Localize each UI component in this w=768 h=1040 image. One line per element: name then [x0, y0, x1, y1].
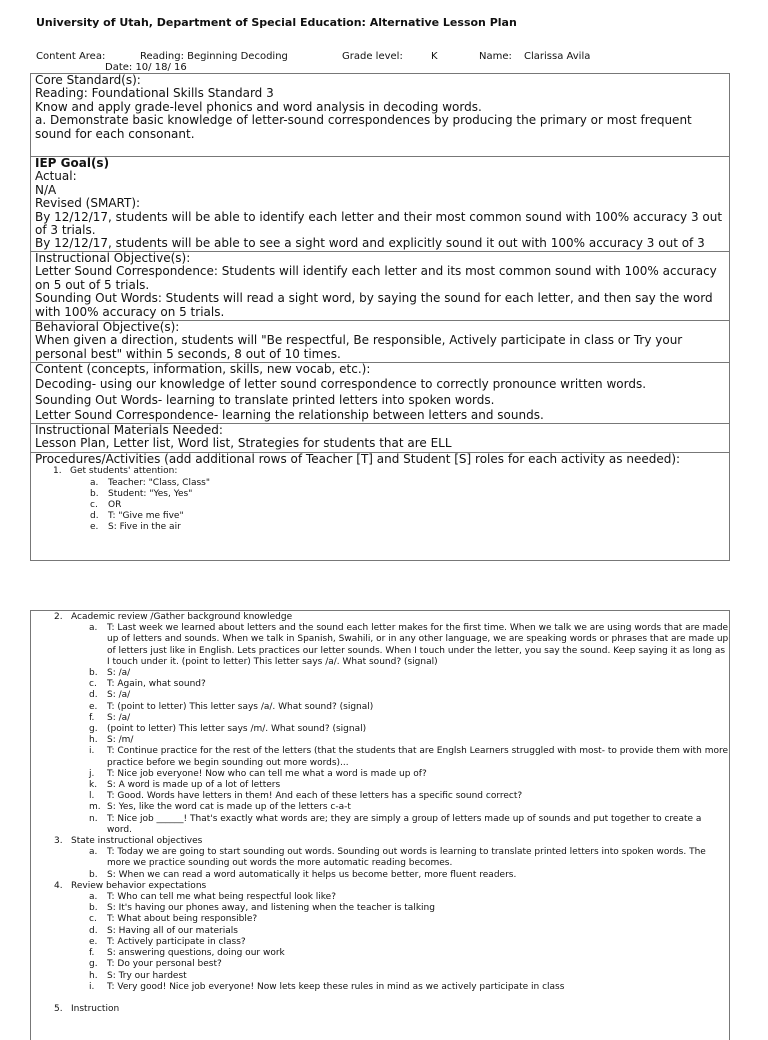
list-item [35, 500, 729, 511]
list-item [35, 478, 729, 489]
list-marker: a. [90, 477, 99, 488]
list-item-text: Student: "Yes, Yes" [108, 488, 193, 499]
behavioral-objective-text: When given a direction, students will "Be respectful, Be responsible, Actively participate in class or Try your personal best" within 5 seconds, 8 out of 10 times. [35, 333, 683, 361]
list-marker: a. [89, 623, 98, 634]
list-item [31, 814, 729, 836]
list-item [35, 511, 729, 522]
list-item-text: Instruction [71, 1003, 120, 1014]
list-item-text: S: Yes, like the word cat is made up of the letters c-a-t [107, 802, 351, 813]
list-item-text: S: It's having our phones away, and listening when the teacher is talking [107, 903, 435, 914]
content-area-value: Reading: Beginning Decoding [140, 51, 288, 62]
list-item [31, 847, 729, 869]
step-items [35, 478, 729, 534]
list-marker: i. [89, 746, 95, 757]
content-line: Sounding Out Words- learning to translate printed letters into spoken words. [35, 392, 495, 407]
list-marker: f. [89, 712, 95, 723]
list-marker: n. [89, 813, 98, 824]
list-item [31, 881, 729, 892]
list-item-text: T: (point to letter) This letter says /a/. What sound? (signal) [107, 701, 374, 712]
core-standard-line: a. Demonstrate basic knowledge of letter-sound correspondences by producing the primary or most frequent sound for each consonant. [35, 113, 692, 141]
list-item-text: T: Today we are going to start sounding out words. Sounding out words is learning to translate printed letters into spoken words. The more we practice sounding out words the more automatic reading becomes. [107, 847, 706, 869]
step-spacer [31, 993, 729, 1004]
list-item-text: State instructional objectives [71, 836, 203, 847]
list-item-text: (point to letter) This letter says /m/. What sound? (signal) [107, 724, 367, 735]
list-marker: b. [90, 488, 99, 499]
list-item-text: S: Try our hardest [107, 970, 187, 981]
lesson-plan-table [30, 73, 730, 561]
list-item [31, 690, 729, 701]
list-marker: e. [89, 701, 98, 712]
iep-line: N/A [35, 182, 57, 197]
page-two-steps [31, 612, 729, 1026]
list-marker: m. [89, 802, 101, 813]
list-marker: b. [89, 668, 98, 679]
list-marker: a. [89, 892, 98, 903]
materials-section [31, 424, 729, 453]
instructional-objectives-heading: Instructional Objective(s): [35, 252, 191, 265]
list-item-text: T: Very good! Nice job everyone! Now lets keep these rules in mind as we actively participate in class [107, 981, 565, 992]
list-marker: k. [89, 780, 98, 791]
list-item-text: OR [108, 500, 122, 511]
list-item-text: T: Good. Words have letters in them! And each of these letters has a specific sound correct? [107, 791, 523, 802]
list-item [31, 791, 729, 802]
list-item-text: S: answering questions, doing our work [107, 948, 285, 959]
list-item-text: Review behavior expectations [71, 880, 207, 891]
materials-text: Lesson Plan, Letter list, Word list, Strategies for students that are ELL [35, 436, 452, 451]
grade-level-label: Grade level: [342, 51, 403, 62]
core-standard-heading: Core Standard(s): [35, 74, 141, 87]
list-item [31, 982, 729, 993]
instructional-objective: Sounding Out Words: Students will read a sight word, by saying the sound for each letter, and then say the word with 100% accuracy on 5 trials. [35, 291, 713, 319]
core-standard-line: Reading: Foundational Skills Standard 3 [35, 86, 274, 101]
list-item [31, 959, 729, 970]
list-item-text: S: /a/ [107, 668, 131, 679]
iep-line: By 12/12/17, students will be able to identify each letter and their most common sound with 100% accuracy 3 out of 3 trials. [35, 209, 723, 238]
name-value: Clarissa Avila [524, 51, 591, 62]
list-marker: 2. [54, 612, 63, 622]
procedures-heading: Procedures/Activities (add additional rows of Teacher [T] and Student [S] roles for each activity as needed): [35, 453, 681, 466]
list-item [31, 702, 729, 713]
materials-heading: Instructional Materials Needed: [35, 424, 223, 437]
list-item [31, 735, 729, 746]
list-item [31, 623, 729, 668]
list-marker: c. [89, 679, 97, 690]
list-marker: h. [89, 735, 98, 746]
list-marker: i. [89, 981, 95, 992]
list-item [31, 971, 729, 982]
list-item-text: T: Continue practice for the rest of the letters (that the students that are Englsh Learners struggled with most- to provide them with more practice before we begin sounding out more words)... [107, 746, 729, 768]
list-item-text: T: Actively participate in class? [107, 936, 246, 947]
list-item-text: Teacher: "Class, Class" [108, 477, 211, 488]
list-item [31, 612, 729, 623]
list-item [31, 870, 729, 881]
list-item [31, 668, 729, 679]
list-item [35, 466, 729, 477]
list-item-text: S: Having all of our materials [107, 925, 238, 936]
core-standard-section [31, 74, 729, 157]
list-item [31, 836, 729, 847]
list-marker: g. [89, 959, 98, 970]
behavioral-objective-heading: Behavioral Objective(s): [35, 321, 180, 334]
list-marker: d. [89, 690, 98, 701]
list-item [31, 937, 729, 948]
content-area-label: Content Area: [36, 51, 106, 62]
iep-goal-section [31, 157, 729, 252]
list-marker: a. [89, 847, 98, 858]
list-item [35, 489, 729, 500]
page-two-table [30, 610, 730, 1040]
list-item-text: T: Who can tell me what being respectful look like? [107, 892, 336, 903]
list-marker: e. [90, 522, 99, 533]
content-heading: Content (concepts, information, skills, new vocab, etc.): [35, 363, 371, 376]
grade-level-value: K [431, 51, 438, 62]
list-item [31, 802, 729, 813]
list-marker: e. [89, 936, 98, 947]
list-marker: d. [89, 925, 98, 936]
iep-line: Revised (SMART): [35, 196, 141, 211]
list-item-text: T: Last week we learned about letters and the sound each letter makes for the first time. When we talk we are using words that are made up of letters and sounds. When we talk in Spanish, Swahili, or in any other language, we are speaking words or phrases that are made up of letters just like in English. Lets practices our letter sounds. When I touch under the letter, you say the sound. Keep saying it as long as I touch under it. (point to letter) This letter says /a/. What sound? (signal) [107, 623, 729, 667]
list-item-text: T: Again, what sound? [107, 679, 206, 690]
iep-line: Actual: [35, 169, 77, 184]
procedures-section [31, 453, 729, 561]
step-title: Get students' attention: [70, 466, 178, 477]
list-marker: h. [89, 970, 98, 981]
list-item [31, 1004, 729, 1015]
list-item-text: S: A word is made up of a lot of letters [107, 780, 281, 791]
list-item [31, 903, 729, 914]
list-item [31, 769, 729, 780]
date: Date: 10/ 18/ 16 [105, 62, 187, 73]
list-marker: 5. [54, 1003, 63, 1014]
procedures-list [35, 466, 729, 533]
list-item [31, 926, 729, 937]
list-item-text: Academic review /Gather background knowledge [71, 612, 293, 622]
core-standard-line: Know and apply grade-level phonics and word analysis in decoding words. [35, 99, 482, 114]
list-marker: c. [90, 500, 98, 511]
list-marker: d. [90, 511, 99, 522]
behavioral-objective-section [31, 321, 729, 363]
iep-line: By 12/12/17, students will be able to see a sight word and explicitly sound it out with 100% accuracy 3 out of 3 [35, 236, 705, 251]
list-item-text: S: When we can read a word automatically it helps us become better, more fluent readers. [107, 869, 517, 880]
document-title: University of Utah, Department of Special Education: Alternative Lesson Plan [36, 16, 517, 29]
list-marker: l. [89, 791, 95, 802]
list-marker: c. [89, 914, 97, 925]
list-marker: j. [89, 768, 95, 779]
name-label: Name: [479, 51, 512, 62]
list-item [31, 948, 729, 959]
list-marker: f. [89, 948, 95, 959]
instructional-objective: Letter Sound Correspondence: Students will identify each letter and its most common sound with 100% accuracy on 5 out of 5 trials. [35, 264, 717, 292]
list-marker: 4. [54, 880, 63, 891]
list-item-text: S: /m/ [107, 735, 134, 746]
list-item-text: T: Do your personal best? [107, 959, 222, 970]
list-item [31, 746, 729, 768]
step-spacer [31, 1015, 729, 1026]
list-marker: b. [89, 903, 98, 914]
list-item [31, 780, 729, 791]
list-item [31, 914, 729, 925]
list-item [35, 522, 729, 533]
list-marker: g. [89, 724, 98, 735]
list-item [31, 679, 729, 690]
content-line: Decoding- using our knowledge of letter sound correspondence to correctly pronounce written words. [35, 377, 647, 392]
list-item-text: T: Nice job ______! That's exactly what words are; they are simply a group of letters made up of sounds and put together to create a word. [107, 813, 702, 835]
list-item-text: T: Nice job everyone! Now who can tell me what a word is made up of? [107, 768, 427, 779]
list-item-text: T: "Give me five" [108, 511, 184, 522]
list-item [31, 713, 729, 724]
list-item-text: S: /a/ [107, 712, 131, 723]
list-number: 1. [53, 466, 62, 477]
list-marker: 3. [54, 836, 63, 847]
list-item [31, 724, 729, 735]
content-section [31, 363, 729, 424]
list-item [31, 892, 729, 903]
list-marker: b. [89, 869, 98, 880]
iep-goal-heading: IEP Goal(s) [35, 157, 110, 170]
list-item-text: S: Five in the air [108, 522, 181, 533]
content-line: Letter Sound Correspondence- learning the relationship between letters and sounds. [35, 408, 544, 423]
list-item-text: T: What about being responsible? [107, 914, 258, 925]
instructional-objectives-section [31, 252, 729, 321]
list-item-text: S: /a/ [107, 690, 131, 701]
